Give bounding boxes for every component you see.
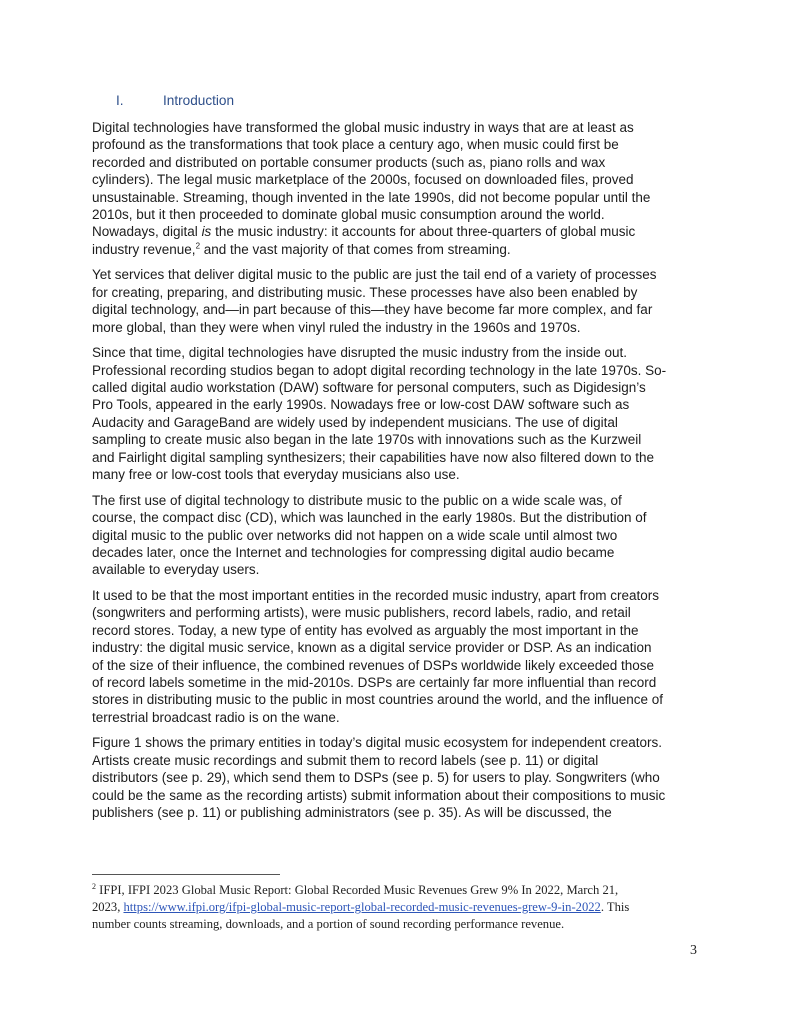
text-segment: and the vast majority of that comes from streaming.: [200, 241, 511, 257]
text-line: of the size of their influence, the combined revenues of DSPs worldwide likely exceeded those: [92, 657, 655, 673]
section-number: I.: [116, 93, 124, 108]
text-line: publishers (see p. 11) or publishing administrators (see p. 35). As will be discussed, the: [92, 804, 612, 820]
text-line: profound as the transformations that took place a century ago, when music could first be: [92, 137, 619, 153]
text-line: It used to be that the most important entities in the recorded music industry, apart from creators: [92, 587, 660, 603]
text-line: digital technology, and—in part because of this—they have become far more complex, and far: [92, 302, 653, 318]
text-line: (songwriters and performing artists), were music publishers, record labels, radio, and retail: [92, 605, 631, 621]
text-segment: the music industry: it accounts for about three-quarters of global music: [211, 224, 636, 240]
text-line: [92, 223, 702, 240]
text-line: stores in distributing music to the public in most countries around the world, and the influence of: [92, 692, 664, 708]
text-line: for creating, preparing, and distributing music. These processes have also been enabled by: [92, 284, 638, 300]
footnote-line: number counts streaming, downloads, and a portion of sound recording performance revenue.: [92, 917, 565, 932]
body-text: [92, 119, 702, 830]
text-line: The first use of digital technology to distribute music to the public on a wide scale was, of: [92, 492, 622, 508]
footnote: [92, 882, 702, 934]
text-line: course, the compact disc (CD), which was launched in the early 1980s. But the distribution of: [92, 510, 647, 526]
text-line: cylinders). The legal music marketplace of the 2000s, focused on downloaded files, proved: [92, 172, 634, 188]
emphasis: is: [201, 224, 212, 240]
text-line: and Fairlight digital sampling synthesizers; their capabilities have now also filtered down to the: [92, 449, 655, 465]
footnote-text: . This: [600, 900, 630, 915]
text-line: Yet services that deliver digital music to the public are just the tail end of a variety of processes: [92, 267, 657, 283]
footnote-ref[interactable]: 2: [195, 241, 201, 251]
text-line: decades later, once the Internet and technologies for compressing digital audio became: [92, 544, 615, 560]
text-line: distributors (see p. 29), which send them to DSPs (see p. 5) for users to play. Songwriters (who: [92, 770, 660, 786]
paragraph-3: [92, 344, 702, 483]
footnote-text: 2023,: [92, 900, 124, 915]
section-title: Introduction: [163, 93, 235, 108]
footnote-line: [92, 899, 702, 916]
text-line: of record labels sometime in the mid-2010s. DSPs are certainly far more influential than record: [92, 674, 657, 690]
paragraph-6: [92, 734, 702, 821]
text-line: many free or low-cost tools that everyday musicians also use.: [92, 467, 460, 483]
footnote-line: [92, 882, 702, 899]
text-line: Digital technologies have transformed the global music industry in ways that are at least as: [92, 120, 634, 135]
page-number: 3: [690, 943, 697, 958]
text-line: Figure 1 shows the primary entities in today’s digital music ecosystem for independent creators.: [92, 735, 663, 751]
footnote-divider: [92, 874, 280, 875]
footnote-text: IFPI, IFPI 2023 Global Music Report: Global Recorded Music Revenues Grew 9% In 2022, March 21,: [96, 883, 619, 897]
text-line: record stores. Today, a new type of entity has evolved as arguably the most important in the: [92, 622, 639, 638]
text-line: available to everyday users.: [92, 562, 260, 578]
paragraph-5: [92, 587, 702, 726]
text-line: sampling to create music also began in the late 1970s with innovations such as the Kurzweil: [92, 432, 642, 448]
text-line: Audacity and GarageBand are widely used by independent musicians. The use of digital: [92, 414, 618, 430]
text-line: industry: the digital music service, known as a digital service provider or DSP. As an indication: [92, 640, 652, 656]
text-line: called digital audio workstation (DAW) software for personal computers, such as Digidesign’s: [92, 380, 646, 396]
text-segment: industry revenue,: [92, 241, 196, 257]
text-line: unsustainable. Streaming, though invented in the late 1990s, did not become popular until the: [92, 189, 651, 205]
paragraph-4: [92, 492, 702, 579]
text-line: recorded and distributed on portable consumer products (such as, piano rolls and wax: [92, 154, 606, 170]
text-line: Since that time, digital technologies have disrupted the music industry from the inside out.: [92, 345, 628, 361]
text-line: Artists create music recordings and submit them to record labels (see p. 11) or digital: [92, 752, 599, 768]
footnote-link[interactable]: https://www.ifpi.org/ifpi-global-music-report-global-recorded-music-revenues-grew-9-in-2022: [123, 900, 601, 915]
text-line: digital music to the public over networks did not happen on a wide scale until almost two: [92, 527, 618, 543]
section-heading: [116, 93, 234, 108]
paragraph-1: [92, 119, 702, 258]
text-line: could be the same as the recording artists) submit information about their compositions to music: [92, 787, 666, 803]
paragraph-2: [92, 266, 702, 336]
footnote-marker: 2: [92, 881, 96, 891]
text-line: terrestrial broadcast radio is on the wane.: [92, 709, 340, 725]
text-line: more global, than they were when vinyl ruled the industry in the 1960s and 1970s.: [92, 319, 581, 335]
text-line: 2010s, but it then proceeded to dominate global music consumption around the world.: [92, 207, 605, 223]
text-segment: Nowadays, digital: [92, 224, 202, 240]
text-line: Professional recording studios began to adopt digital recording technology in the late 1970s. So-: [92, 362, 667, 378]
text-line: [92, 241, 702, 258]
text-line: Pro Tools, appeared in the early 1990s. Nowadays free or low-cost DAW software such as: [92, 397, 630, 413]
